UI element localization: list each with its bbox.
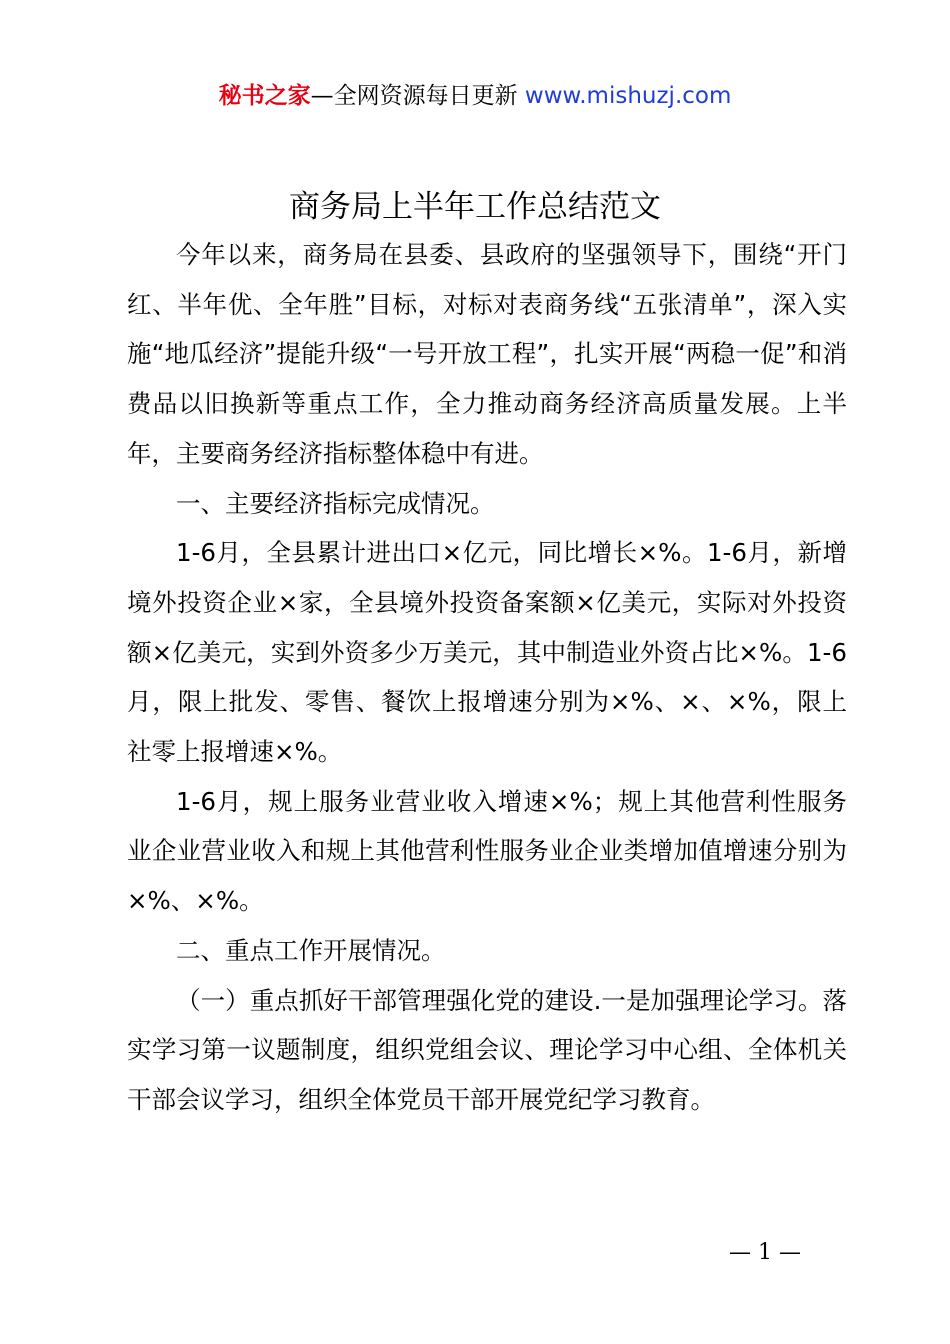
page-number: — 1 —	[729, 1240, 801, 1265]
site-header	[0, 80, 950, 112]
section-heading: 一、主要经济指标完成情况。	[176, 488, 495, 518]
section-heading: 二、重点工作开展情况。	[176, 935, 446, 965]
site-brand: 秘书之家	[218, 83, 311, 109]
document-body	[127, 230, 847, 1125]
paragraph: 今年以来，商务局在县委、县政府的坚强领导下，围绕“开门红、半年优、全年胜”目标，对标对表商务线“五张清单”，深入实施“地瓜经济”提能升级“一号开放工程”，扎实开展“两稳一促”和消费品以旧换新等重点工作，全力推动商务经济高质量发展。上半年，主要商务经济指标整体稳中有进。	[127, 240, 847, 468]
paragraph: （一）重点抓好干部管理强化党的建设.一是加强理论学习。落实学习第一议题制度，组织党组会议、理论学习中心组、全体机关干部会议学习，组织全体党员干部开展党纪学习教育。	[127, 985, 847, 1114]
paragraph: 1-6月，全县累计进出口×亿元，同比增长×%。1-6月，新增境外投资企业×家，全县境外投资备案额×亿美元，实际对外投资额×亿美元，实到外资多少万美元，其中制造业外资占比×%。1-6月，限上批发、零售、餐饮上报增速分别为×%、×、×%，限上社零上报增速×%。	[127, 538, 847, 767]
site-tagline: —全网资源每日更新	[310, 83, 518, 109]
site-url-link[interactable]: www.mishuzj.com	[524, 83, 732, 109]
paragraph: 1-6月，规上服务业营业收入增速×%；规上其他营利性服务业企业营业收入和规上其他营利性服务业企业类增加值增速分别为×%、×%。	[127, 786, 847, 916]
document-title: 商务局上半年工作总结范文	[289, 189, 661, 225]
